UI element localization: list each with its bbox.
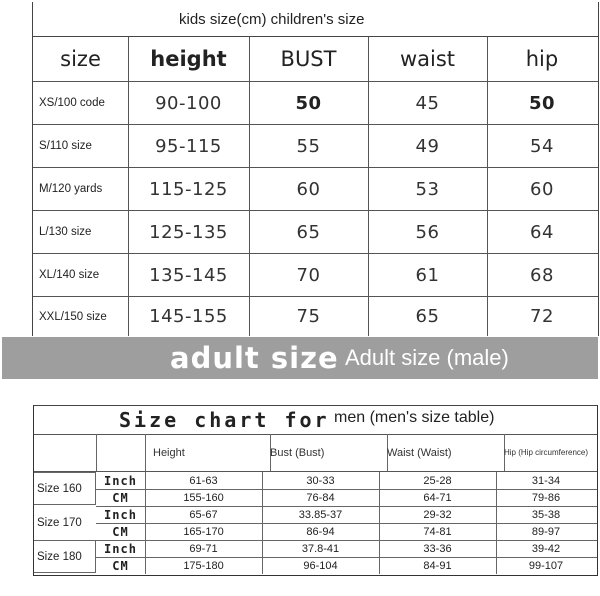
men-bust-cell: 37.8-41	[262, 540, 380, 557]
kids-bust-cell: 50	[249, 82, 369, 124]
men-header-bust: Bust (Bust)	[262, 434, 388, 471]
kids-height-cell: 135-145	[128, 254, 250, 296]
kids-hip-cell: 50	[528, 92, 556, 114]
kids-header-hip: hip	[525, 47, 559, 71]
men-unit-cell: Inch	[96, 506, 146, 523]
men-unit-cell: Inch	[96, 472, 146, 489]
kids-bust-cell: 75	[249, 297, 369, 336]
men-bust-cell: 86-94	[262, 523, 380, 540]
men-size-table	[33, 405, 598, 576]
men-height-cell: 65-67	[145, 506, 263, 523]
men-height-cell: 69-71	[145, 540, 263, 557]
kids-height-cell: 115-125	[128, 168, 250, 210]
men-height-cell: 61-63	[145, 472, 263, 489]
men-height-cell: 175-180	[145, 557, 263, 574]
men-table-row	[96, 523, 597, 541]
kids-hip-cell: 54	[530, 135, 554, 157]
men-waist-cell: 64-71	[379, 489, 497, 506]
kids-bust-cell: 65	[249, 211, 369, 253]
kids-row	[33, 168, 598, 211]
kids-hip-cell: 60	[530, 178, 554, 200]
kids-header-bust: BUST	[249, 37, 369, 81]
men-table-row	[96, 540, 597, 558]
kids-table-title-row	[33, 2, 598, 37]
men-waist-cell: 84-91	[379, 557, 497, 574]
men-hip-cell: 39-42	[531, 542, 561, 555]
kids-hip-cell: 64	[530, 221, 554, 243]
kids-height-cell: 125-135	[128, 211, 250, 253]
men-unit-cell: CM	[96, 523, 146, 540]
men-unit-cell: CM	[96, 557, 146, 574]
men-hip-cell: 79-86	[531, 491, 561, 504]
kids-header-waist: waist	[368, 37, 488, 81]
kids-size-cell: XXL/150 size	[33, 297, 129, 336]
men-hip-cell: 35-38	[531, 508, 561, 521]
men-header-waist: Waist (Waist)	[379, 434, 505, 471]
kids-bust-cell: 55	[249, 125, 369, 167]
kids-table-title: kids size(cm) children's size	[179, 11, 365, 28]
kids-row	[33, 82, 598, 125]
men-waist-cell: 29-32	[379, 506, 497, 523]
kids-size-table	[32, 2, 599, 336]
men-waist-cell: 25-28	[379, 472, 497, 489]
kids-size-cell: M/120 yards	[33, 168, 129, 210]
kids-waist-cell: 56	[368, 211, 488, 253]
kids-height-cell: 95-115	[128, 125, 250, 167]
men-table-row	[96, 557, 597, 574]
kids-waist-cell: 49	[368, 125, 488, 167]
kids-row	[33, 125, 598, 168]
kids-hip-cell: 72	[530, 306, 554, 327]
men-table-row	[96, 489, 597, 507]
kids-waist-cell: 45	[368, 82, 488, 124]
kids-size-cell: XL/140 size	[33, 254, 129, 296]
kids-size-cell: XS/100 code	[33, 82, 129, 124]
men-size-label: Size 160	[34, 472, 96, 505]
men-table-subtitle: men (men's size table)	[334, 409, 495, 426]
kids-size-cell: S/110 size	[33, 125, 129, 167]
men-size-label: Size 180	[34, 540, 96, 573]
kids-row	[33, 254, 598, 297]
kids-waist-cell: 53	[368, 168, 488, 210]
men-hip-cell: 31-34	[531, 474, 561, 487]
men-hip-cell: 89-97	[531, 525, 561, 538]
adult-size-subheading: Adult size (male)	[345, 345, 509, 370]
men-header-row	[34, 434, 597, 472]
adult-size-banner	[2, 337, 598, 379]
kids-height-cell: 145-155	[128, 297, 250, 336]
kids-height-cell: 90-100	[128, 82, 250, 124]
kids-row	[33, 211, 598, 254]
men-height-cell: 165-170	[145, 523, 263, 540]
adult-size-heading: adult size	[170, 341, 339, 375]
men-bust-cell: 76-84	[262, 489, 380, 506]
men-header-height: Height	[145, 434, 271, 471]
kids-waist-cell: 61	[368, 254, 488, 296]
men-size-label: Size 170	[37, 516, 82, 529]
men-table-title: Size chart for	[119, 408, 330, 432]
kids-bust-cell: 60	[249, 168, 369, 210]
men-unit-cell: Inch	[96, 540, 146, 557]
men-bust-cell: 30-33	[262, 472, 380, 489]
men-table-title-row	[34, 406, 597, 435]
kids-size-cell: L/130 size	[33, 211, 129, 253]
kids-header-row	[33, 37, 598, 82]
men-hip-cell: 99-107	[528, 559, 564, 572]
men-table-row	[96, 472, 597, 490]
kids-header-size: size	[33, 37, 129, 81]
kids-header-height: height	[128, 37, 250, 81]
men-waist-cell: 33-36	[379, 540, 497, 557]
kids-bust-cell: 70	[249, 254, 369, 296]
men-bust-cell: 33.85-37	[262, 506, 380, 523]
men-waist-cell: 74-81	[379, 523, 497, 540]
men-header-unit	[96, 434, 146, 471]
men-height-cell: 155-160	[145, 489, 263, 506]
men-header-hip: Hip (Hip circumference)	[504, 448, 589, 457]
men-table-row	[96, 506, 597, 524]
kids-hip-cell: 68	[530, 264, 554, 286]
men-unit-cell: CM	[96, 489, 146, 506]
kids-waist-cell: 65	[368, 297, 488, 336]
men-bust-cell: 96-104	[262, 557, 380, 574]
kids-row	[33, 297, 598, 336]
men-header-blank	[34, 434, 97, 471]
